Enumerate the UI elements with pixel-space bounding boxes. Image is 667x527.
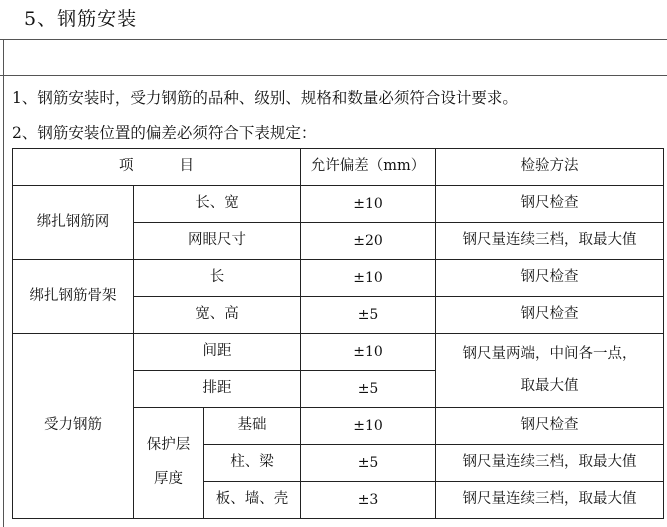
method-cell: 钢尺检查: [436, 297, 664, 334]
tolerance-cell: ±3: [301, 482, 436, 519]
section-title: 5、钢筋安装: [24, 8, 138, 30]
tolerance-cell: ±5: [301, 297, 436, 334]
group-name: 绑扎钢筋骨架: [13, 260, 134, 334]
subgroup-name: [134, 408, 204, 519]
method-cell: 钢尺量连续三档，取最大值: [436, 482, 664, 519]
method-cell: 钢尺检查: [436, 260, 664, 297]
tolerance-table: [12, 148, 664, 519]
tolerance-cell: ±10: [301, 334, 436, 371]
tolerance-cell: ±5: [301, 445, 436, 482]
method-cell: 钢尺量连续三档，取最大值: [436, 223, 664, 260]
method-cell: 钢尺量连续三档，取最大值: [436, 445, 664, 482]
frame-left-rule: [3, 39, 4, 527]
group-name: 受力钢筋: [13, 334, 134, 519]
method-line: 取最大值: [520, 377, 579, 394]
table-row: [13, 260, 664, 297]
subgroup-line: 厚度: [154, 471, 183, 487]
header-method: 检验方法: [436, 149, 664, 186]
item-cell: 网眼尺寸: [134, 223, 301, 260]
table-row: [13, 186, 664, 223]
item-cell: 宽、高: [134, 297, 301, 334]
tolerance-cell: ±10: [301, 186, 436, 223]
method-cell: 钢尺检查: [436, 186, 664, 223]
table-header-row: [13, 149, 664, 186]
header-item: 项 目: [13, 149, 301, 186]
subgroup-line: 保护层: [146, 437, 191, 454]
group-name: 绑扎钢筋网: [13, 186, 134, 260]
tolerance-cell: ±20: [301, 223, 436, 260]
header-tolerance: 允许偏差（mm）: [301, 149, 436, 186]
item-cell: 基础: [204, 408, 301, 445]
item-cell: 间距: [134, 334, 301, 371]
item-cell: 柱、梁: [204, 445, 301, 482]
table-row: [13, 334, 664, 371]
tolerance-cell: ±10: [301, 408, 436, 445]
item-cell: 排距: [134, 371, 301, 408]
item-cell: 长: [134, 260, 301, 297]
method-line: 钢尺量两端，中间各一点，: [462, 345, 637, 362]
frame-mid-rule: [0, 75, 667, 76]
method-cell: 钢尺检查: [436, 408, 664, 445]
paragraph-2: 2、钢筋安装位置的偏差必须符合下表规定：: [12, 124, 317, 142]
method-cell: [436, 334, 664, 408]
paragraph-1: 1、钢筋安装时，受力钢筋的品种、级别、规格和数量必须符合设计要求。: [12, 89, 518, 107]
tolerance-cell: ±5: [301, 371, 436, 408]
frame-top-rule: [0, 39, 667, 40]
item-cell: 长、宽: [134, 186, 301, 223]
item-cell: 板、墙、壳: [204, 482, 301, 519]
tolerance-cell: ±10: [301, 260, 436, 297]
